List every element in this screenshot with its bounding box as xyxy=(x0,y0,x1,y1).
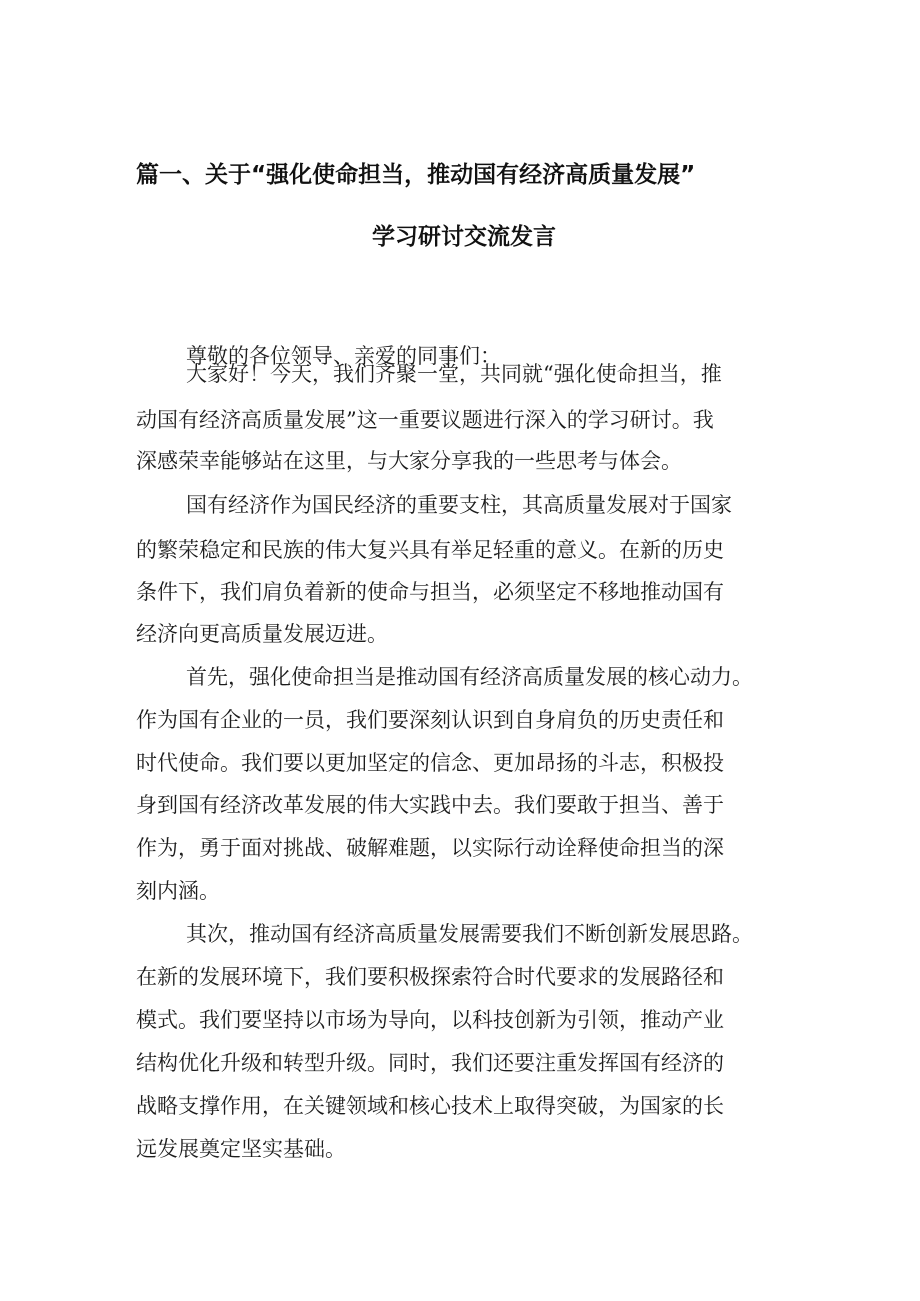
text-line: 其次，推动国有经济高质量发展需要我们不断创新发展思路。 xyxy=(186,922,753,946)
text-line: 条件下，我们肩负着新的使命与担当，必须坚定不移地推动国有 xyxy=(136,580,724,604)
document-title-line-2: 学习研讨交流发言 xyxy=(372,224,556,250)
text-line: 时代使命。我们要以更加坚定的信念、更加昂扬的斗志，积极投 xyxy=(136,751,724,775)
text-line: 国有经济作为国民经济的重要支柱，其高质量发展对于国家 xyxy=(186,493,732,517)
document-title-line-1: 篇一、关于“强化使命担当，推动国有经济高质量发展” xyxy=(136,162,696,188)
text-line: 在新的发展环境下，我们要积极探索符合时代要求的发展路径和 xyxy=(136,965,724,989)
text-line: 的繁荣稳定和民族的伟大复兴具有举足轻重的意义。在新的历史 xyxy=(136,538,724,562)
text-line: 首先，强化使命担当是推动国有经济高质量发展的核心动力。 xyxy=(186,665,753,689)
text-line: 刻内涵。 xyxy=(136,879,220,903)
text-line: 动国有经济高质量发展”这一重要议题进行深入的学习研讨。我 xyxy=(136,408,714,432)
text-line: 经济向更高质量发展迈进。 xyxy=(136,622,388,646)
text-line: 结构优化升级和转型升级。同时，我们还要注重发挥国有经济的 xyxy=(136,1051,724,1075)
text-line: 大家好！今天，我们齐聚一堂，共同就“强化使命担当，推 xyxy=(186,362,722,386)
text-line: 作为国有企业的一员，我们要深刻认识到自身肩负的历史责任和 xyxy=(136,708,724,732)
text-line: 作为，勇于面对挑战、破解难题，以实际行动诠释使命担当的深 xyxy=(136,836,724,860)
text-line: 深感荣幸能够站在这里，与大家分享我的一些思考与体会。 xyxy=(136,449,682,473)
text-line: 身到国有经济改革发展的伟大实践中去。我们要敢于担当、善于 xyxy=(136,793,724,817)
text-line: 尊敬的各位领导、亲爱的同事们： xyxy=(186,344,501,368)
text-line: 模式。我们要坚持以市场为导向，以科技创新为引领，推动产业 xyxy=(136,1008,724,1032)
text-line: 远发展奠定坚实基础。 xyxy=(136,1137,346,1161)
text-line: 战略支撑作用，在关键领域和核心技术上取得突破，为国家的长 xyxy=(136,1094,724,1118)
